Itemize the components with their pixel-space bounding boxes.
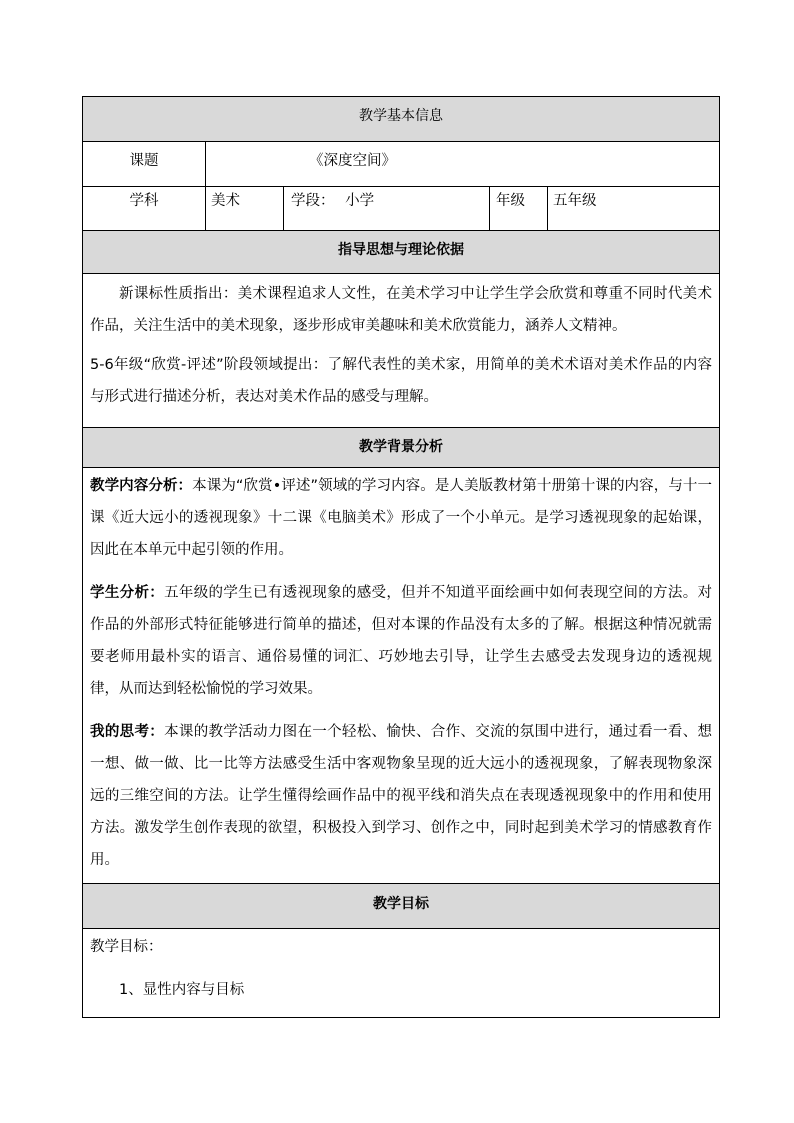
topic-value: 《深度空间》	[309, 153, 396, 169]
grade-label: 年级	[496, 193, 525, 209]
topic-label: 课题	[129, 153, 159, 169]
my-thinking-label: 我的思考：	[90, 724, 165, 740]
grade-label-cell	[490, 187, 548, 231]
content-analysis-label: 教学内容分析：	[90, 478, 193, 494]
subject-label: 学科	[129, 193, 159, 209]
grade-value-cell	[548, 187, 720, 231]
topic-value-cell	[206, 142, 720, 187]
stage-label: 学段：	[291, 193, 335, 209]
background-title: 教学背景分析	[359, 439, 443, 455]
objectives-title: 教学目标	[373, 896, 429, 912]
objectives-intro: 教学目标：	[90, 939, 163, 955]
content-analysis-text: 本课为“欣赏•评述”领域的学习内容。是人美版教材第十册第十课的内容，与十一课《近大远小的透视现象》十二课《电脑美术》形成了一个小单元。是学习透视现象的起始课，因此在本单元中起引领的作用。	[90, 478, 712, 558]
objectives-header	[83, 884, 720, 929]
guiding-body	[83, 274, 720, 428]
guiding-header	[83, 231, 720, 274]
my-thinking-paragraph	[83, 716, 719, 876]
lesson-plan-table	[82, 96, 720, 1018]
student-analysis-paragraph	[83, 577, 719, 705]
subject-label-cell	[83, 187, 206, 231]
content-analysis-paragraph	[83, 470, 719, 566]
guiding-title: 指导思想与理论依据	[338, 242, 464, 258]
guiding-paragraph-1: 新课标性质指出：美术课程追求人文性，在美术学习中让学生学会欣赏和尊重不同时代美术作品，关注生活中的美术现象，逐步形成审美趣味和美术欣赏能力，涵养人文精神。	[90, 286, 712, 334]
objectives-item-1: 1、显性内容与目标	[119, 982, 245, 998]
student-analysis-label: 学生分析：	[90, 585, 165, 601]
basic-info-title: 教学基本信息	[359, 108, 443, 124]
background-body	[83, 468, 720, 884]
guiding-paragraph-2: 5-6年级“欣赏-评述”阶段领域提出：了解代表性的美术家，用简单的美术术语对美术作品的内容与形式进行描述分析，表达对美术作品的感受与理解。	[90, 357, 712, 405]
objectives-body	[83, 929, 720, 1018]
stage-value: 小学	[345, 193, 375, 209]
grade-value: 五年级	[553, 193, 597, 209]
student-analysis-text: 五年级的学生已有透视现象的感受，但并不知道平面绘画中如何表现空间的方法。对作品的外部形式特征能够进行简单的描述，但对本课的作品没有太多的了解。根据这种情况就需要老师用最朴实的语言、通俗易懂的词汇、巧妙地去引导，让学生去感受去发现身边的透视规律，从而达到轻松愉悦的学习效果。	[90, 585, 713, 697]
my-thinking-text: 本课的教学活动力图在一个轻松、愉快、合作、交流的氛围中进行，通过看一看、想一想、做一做、比一比等方法感受生活中客观物象呈现的近大远小的透视现象，了解表现物象深远的三维空间的方法。让学生懂得绘画作品中的视平线和消失点在表现透视现象中的作用和使用方法。激发学生创作表现的欲望，积极投入到学习、创作之中，同时起到美术学习的情感教育作用。	[90, 724, 713, 868]
subject-value-cell	[206, 187, 284, 231]
background-header	[83, 428, 720, 468]
basic-info-header	[83, 97, 720, 142]
subject-value: 美术	[211, 193, 240, 209]
topic-label-cell	[83, 142, 206, 187]
stage-cell	[284, 187, 490, 231]
